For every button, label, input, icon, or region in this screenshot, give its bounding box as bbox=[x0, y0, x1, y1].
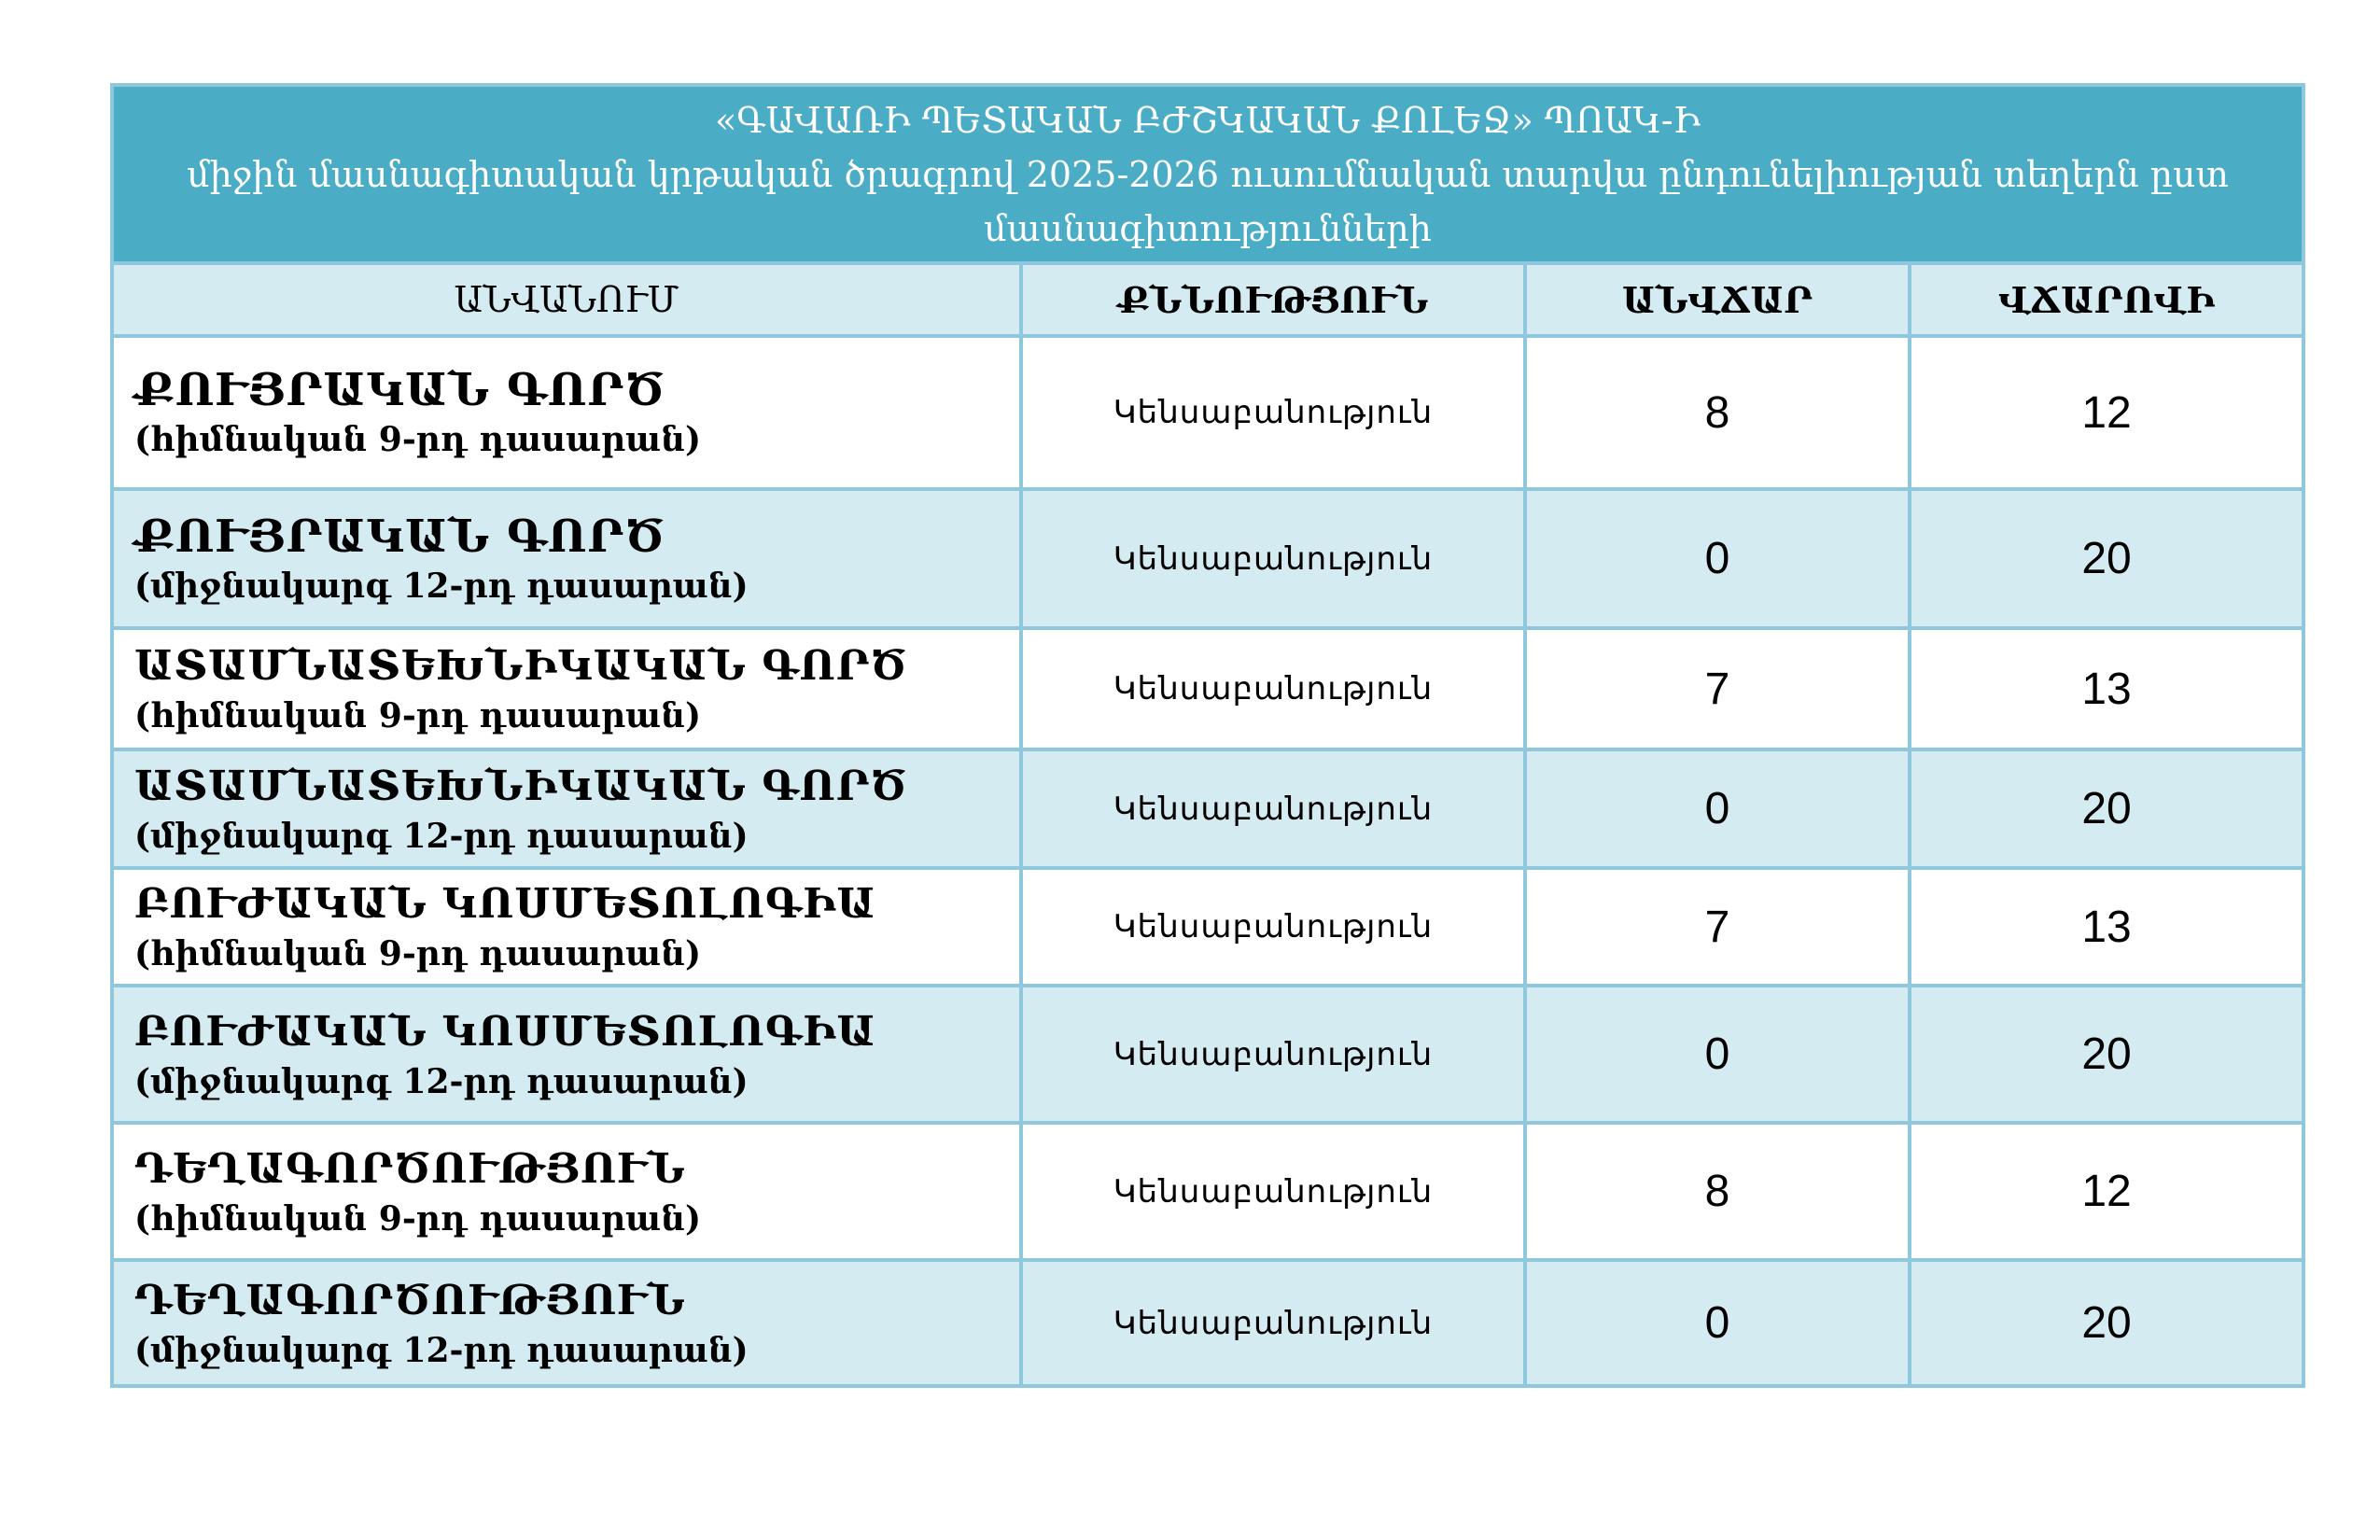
exam-subject: Կենսաբանություն bbox=[1021, 628, 1525, 749]
free-places: 0 bbox=[1525, 1260, 1910, 1386]
paid-places: 20 bbox=[1910, 1260, 2303, 1386]
paid-places: 20 bbox=[1910, 749, 2303, 868]
exam-subject: Կենսաբանություն bbox=[1021, 868, 1525, 986]
education-level: (հիմնական 9-րդ դասարան) bbox=[134, 934, 702, 973]
education-level: (հիմնական 9-րդ դասարան) bbox=[134, 1198, 702, 1239]
column-header-free: ԱՆՎՃԱՐ bbox=[1525, 263, 1910, 336]
specialty-name: ԴԵՂԱԳՈՐԾՈՒԹՅՈՒՆ bbox=[134, 1144, 686, 1193]
title-college-name: «ԳԱՎԱՌԻ ՊԵՏԱԿԱՆ ԲԺՇԿԱԿԱՆ ՔՈԼԵՋ» ՊՈԱԿ-Ի bbox=[715, 99, 1701, 141]
paid-places: 12 bbox=[1910, 336, 2303, 489]
specialty-cell bbox=[112, 1260, 1021, 1386]
specialty-name: ՔՈՒՅՐԱԿԱՆ ԳՈՐԾ bbox=[134, 510, 665, 563]
specialty-name: ԲՈՒԺԱԿԱՆ ԿՈՍՄԵՏՈԼՈԳԻԱ bbox=[134, 880, 876, 928]
specialty-cell bbox=[112, 489, 1021, 628]
admissions-table bbox=[110, 83, 2305, 1388]
title-description: միջին մասնագիտական կրթական ծրագրով 2025-2026 ուսումնական տարվա ընդունելիության տեղերն ըստ մասնագիտությունների bbox=[187, 153, 2229, 249]
free-places: 0 bbox=[1525, 489, 1910, 628]
table-row bbox=[112, 489, 2303, 628]
table-row bbox=[112, 336, 2303, 489]
specialty-cell bbox=[112, 986, 1021, 1123]
table-row bbox=[112, 628, 2303, 749]
specialty-cell bbox=[112, 628, 1021, 749]
table-row bbox=[112, 986, 2303, 1123]
free-places: 7 bbox=[1525, 628, 1910, 749]
specialty-cell bbox=[112, 1123, 1021, 1260]
specialty-cell bbox=[112, 868, 1021, 986]
education-level: (միջնակարգ 12-րդ դասարան) bbox=[134, 1330, 749, 1370]
column-header-paid: ՎՃԱՐՈՎԻ bbox=[1910, 263, 2303, 336]
specialty-name: ԴԵՂԱԳՈՐԾՈՒԹՅՈՒՆ bbox=[134, 1276, 686, 1324]
free-places: 8 bbox=[1525, 336, 1910, 489]
specialty-cell bbox=[112, 336, 1021, 489]
education-level: (հիմնական 9-րդ դասարան) bbox=[134, 420, 702, 459]
table-title bbox=[112, 85, 2303, 263]
column-header-exam: ՔՆՆՈՒԹՅՈՒՆ bbox=[1021, 263, 1525, 336]
column-header-name: ԱՆՎԱՆՈՒՄ bbox=[112, 263, 1021, 336]
education-level: (հիմնական 9-րդ դասարան) bbox=[134, 696, 702, 735]
exam-subject: Կենսաբանություն bbox=[1021, 986, 1525, 1123]
specialty-name: ԲՈՒԺԱԿԱՆ ԿՈՍՄԵՏՈԼՈԳԻԱ bbox=[134, 1007, 876, 1056]
free-places: 0 bbox=[1525, 749, 1910, 868]
paid-places: 13 bbox=[1910, 628, 2303, 749]
paid-places: 12 bbox=[1910, 1123, 2303, 1260]
column-header-row bbox=[112, 263, 2303, 336]
table-title-row bbox=[112, 85, 2303, 263]
table-row bbox=[112, 749, 2303, 868]
specialty-name: ՔՈՒՅՐԱԿԱՆ ԳՈՐԾ bbox=[134, 364, 665, 416]
specialty-name: ԱՏԱՄՆԱՏԵԽՆԻԿԱԿԱՆ ԳՈՐԾ bbox=[134, 762, 908, 810]
exam-subject: Կենսաբանություն bbox=[1021, 489, 1525, 628]
free-places: 7 bbox=[1525, 868, 1910, 986]
exam-subject: Կենսաբանություն bbox=[1021, 749, 1525, 868]
education-level: (միջնակարգ 12-րդ դասարան) bbox=[134, 566, 749, 606]
specialty-cell bbox=[112, 749, 1021, 868]
table-row bbox=[112, 868, 2303, 986]
paid-places: 20 bbox=[1910, 489, 2303, 628]
table-row bbox=[112, 1260, 2303, 1386]
free-places: 0 bbox=[1525, 986, 1910, 1123]
exam-subject: Կենսաբանություն bbox=[1021, 1123, 1525, 1260]
exam-subject: Կենսաբանություն bbox=[1021, 1260, 1525, 1386]
education-level: (միջնակարգ 12-րդ դասարան) bbox=[134, 816, 749, 856]
paid-places: 20 bbox=[1910, 986, 2303, 1123]
specialty-name: ԱՏԱՄՆԱՏԵԽՆԻԿԱԿԱՆ ԳՈՐԾ bbox=[134, 642, 908, 690]
table-row bbox=[112, 1123, 2303, 1260]
exam-subject: Կենսաբանություն bbox=[1021, 336, 1525, 489]
free-places: 8 bbox=[1525, 1123, 1910, 1260]
paid-places: 13 bbox=[1910, 868, 2303, 986]
education-level: (միջնակարգ 12-րդ դասարան) bbox=[134, 1061, 749, 1101]
